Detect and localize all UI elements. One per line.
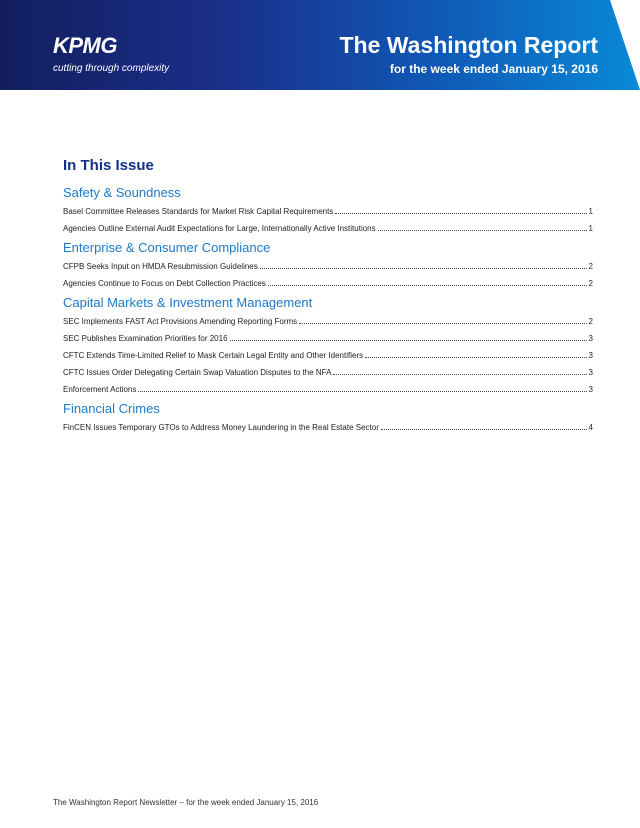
toc-entry-title: CFTC Extends Time-Limited Relief to Mask Certain Legal Entity and Other Identifiers bbox=[63, 351, 364, 360]
toc-entry[interactable] bbox=[63, 332, 593, 344]
banner-corner-cut bbox=[610, 0, 640, 90]
toc-entry-title: Basel Committee Releases Standards for Market Risk Capital Requirements bbox=[63, 207, 334, 216]
dot-leader bbox=[299, 315, 586, 324]
toc-entry-page: 2 bbox=[588, 317, 593, 326]
toc-entry-page: 3 bbox=[588, 351, 593, 360]
toc-entry-title: Agencies Outline External Audit Expectations for Large, Internationally Active Institutions bbox=[63, 224, 376, 233]
toc-entry-title: FinCEN Issues Temporary GTOs to Address Money Laundering in the Real Estate Sector bbox=[63, 423, 379, 432]
toc-entry[interactable] bbox=[63, 383, 593, 395]
toc-entry-title: SEC Publishes Examination Priorities for 2016 bbox=[63, 334, 228, 343]
in-this-issue-heading: In This Issue bbox=[63, 157, 154, 174]
toc-entry[interactable] bbox=[63, 277, 593, 289]
toc-section-safety-soundness bbox=[63, 184, 593, 234]
toc-section-enterprise-consumer-compliance bbox=[63, 239, 593, 289]
dot-leader bbox=[378, 222, 587, 231]
report-subtitle: for the week ended January 15, 2016 bbox=[389, 62, 598, 76]
toc-entry[interactable] bbox=[63, 349, 593, 361]
logo-tagline: cutting through complexity bbox=[53, 63, 170, 74]
report-title: The Washington Report bbox=[339, 32, 598, 58]
toc-entry-title: Enforcement Actions bbox=[63, 385, 137, 394]
dot-leader bbox=[268, 277, 587, 286]
table-of-contents bbox=[63, 156, 593, 438]
dot-leader bbox=[335, 205, 586, 214]
toc-section-capital-markets bbox=[63, 294, 593, 395]
toc-entry-title: CFTC Issues Order Delegating Certain Swap Valuation Disputes to the NFA bbox=[63, 368, 332, 377]
header-banner bbox=[0, 0, 640, 90]
page-footer: The Washington Report Newsletter – for the week ended January 15, 2016 bbox=[53, 798, 319, 807]
dot-leader bbox=[230, 332, 587, 341]
toc-entry-title: Agencies Continue to Focus on Debt Collection Practices bbox=[63, 279, 266, 288]
dot-leader bbox=[333, 366, 586, 375]
section-title: Safety & Soundness bbox=[63, 185, 181, 200]
toc-entry[interactable] bbox=[63, 222, 593, 234]
section-title: Enterprise & Consumer Compliance bbox=[63, 240, 271, 255]
section-title: Capital Markets & Investment Management bbox=[63, 295, 313, 310]
toc-entry-title: SEC Implements FAST Act Provisions Amending Reporting Forms bbox=[63, 317, 298, 326]
toc-entry[interactable] bbox=[63, 366, 593, 378]
section-title: Financial Crimes bbox=[63, 401, 160, 416]
dot-leader bbox=[260, 260, 587, 269]
dot-leader bbox=[138, 383, 586, 392]
toc-entry-page: 3 bbox=[588, 334, 593, 343]
kpmg-logo: KPMG bbox=[53, 33, 117, 58]
toc-entry[interactable] bbox=[63, 205, 593, 217]
toc-entry-page: 1 bbox=[588, 224, 593, 233]
toc-entry[interactable] bbox=[63, 421, 593, 433]
toc-entry-title: CFPB Seeks Input on HMDA Resubmission Guidelines bbox=[63, 262, 258, 271]
toc-entry-page: 2 bbox=[588, 262, 593, 271]
dot-leader bbox=[365, 349, 586, 358]
toc-entry-page: 4 bbox=[588, 423, 593, 432]
toc-entry-page: 1 bbox=[588, 207, 593, 216]
toc-section-financial-crimes bbox=[63, 400, 593, 433]
toc-entry-page: 2 bbox=[588, 279, 593, 288]
toc-entry-page: 3 bbox=[588, 368, 593, 377]
dot-leader bbox=[381, 421, 587, 430]
toc-entry[interactable] bbox=[63, 315, 593, 327]
toc-entry[interactable] bbox=[63, 260, 593, 272]
toc-entry-page: 3 bbox=[588, 385, 593, 394]
